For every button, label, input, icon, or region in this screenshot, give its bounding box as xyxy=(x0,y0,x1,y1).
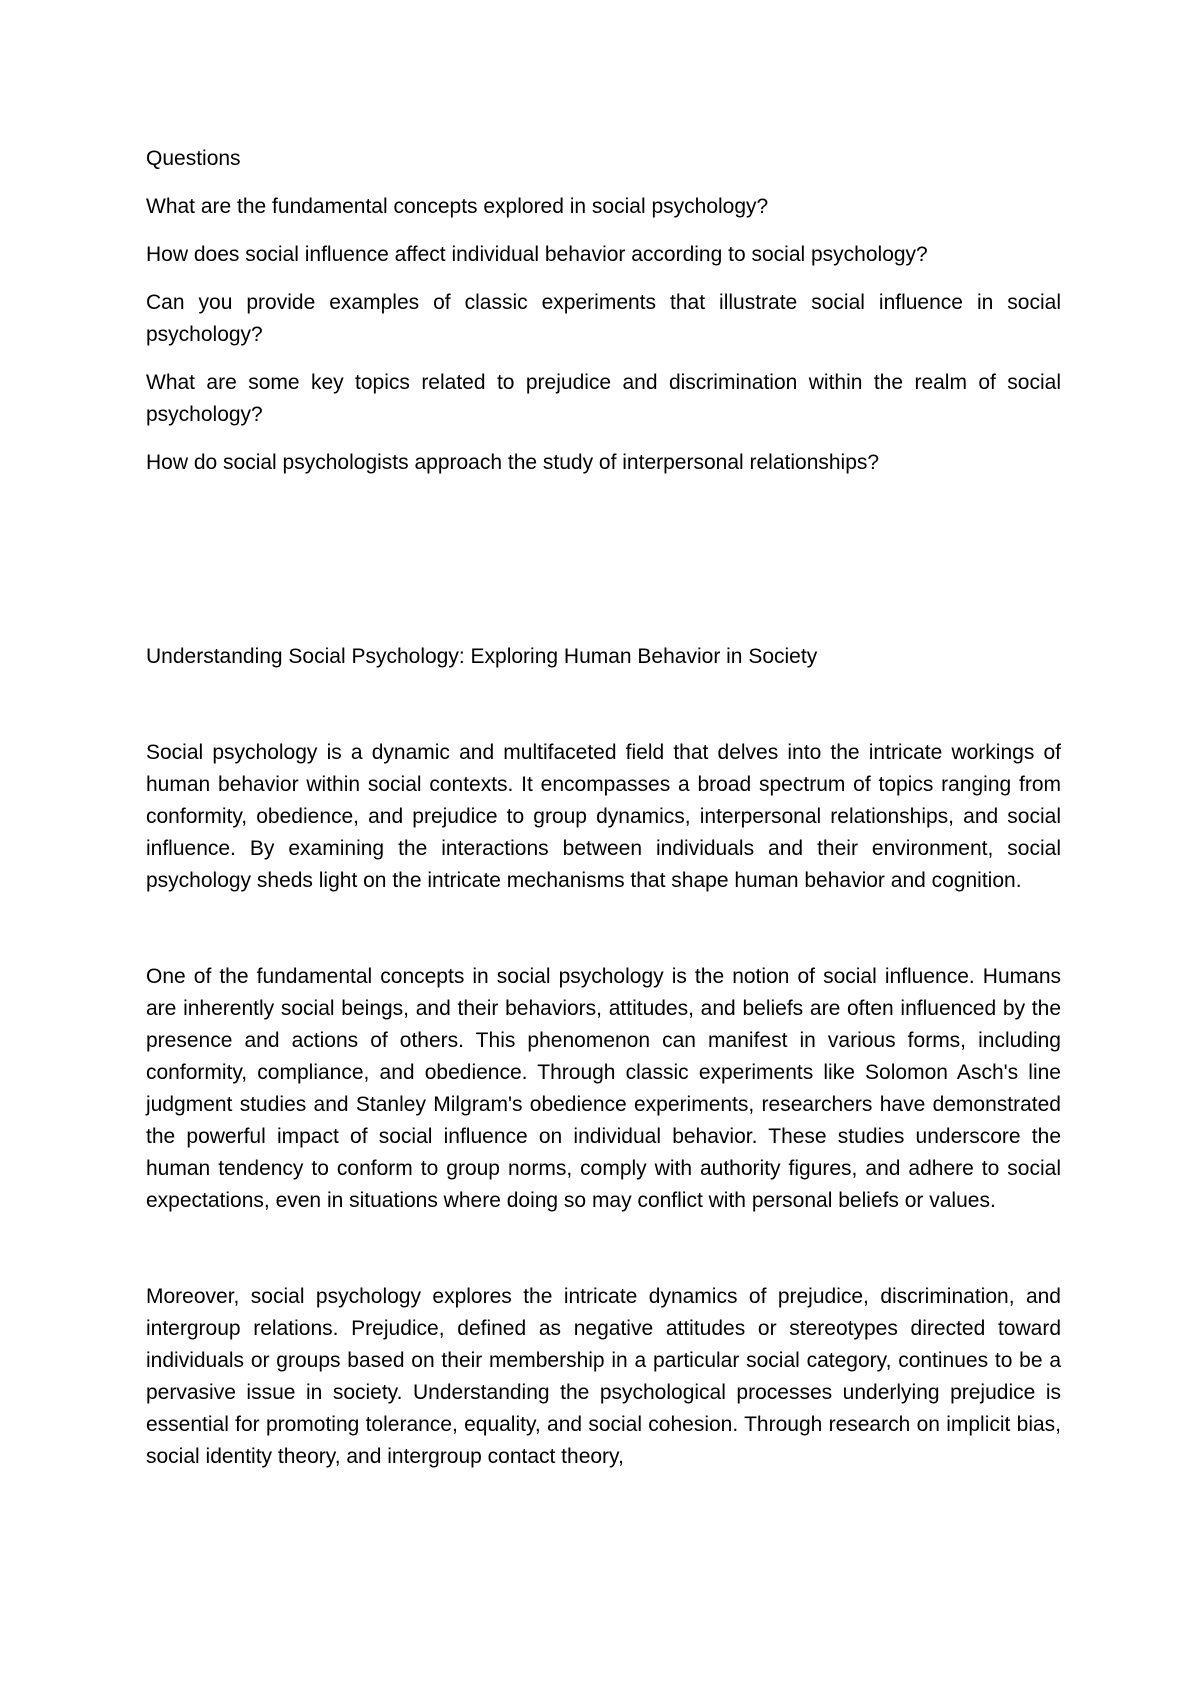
body-paragraph: One of the fundamental concepts in social psychology is the notion of social influence. Humans are inherently social beings, and their behaviors, attitudes, and beliefs are often influenced by the presence and actions of others. This phenomenon can manifest in various forms, including conformity, compliance, and obedience. Through classic experiments like Solomon Asch's line judgment studies and Stanley Milgram's obedience experiments, researchers have demonstrated the powerful impact of social influence on individual behavior. These studies underscore the human tendency to conform to group norms, comply with authority figures, and adhere to social expectations, even in situations where doing so may conflict with personal beliefs or values. xyxy=(146,965,1061,1212)
body-paragraph: Moreover, social psychology explores the intricate dynamics of prejudice, discrimination, and intergroup relations. Prejudice, defined as negative attitudes or stereotypes directed toward individuals or groups based on their membership in a particular social category, continues to be a pervasive issue in society. Understanding the psychological processes underlying prejudice is essential for promoting tolerance, equality, and social cohesion. Through research on implicit bias, social identity theory, and intergroup contact theory, xyxy=(146,1285,1061,1468)
body-paragraph: Social psychology is a dynamic and multifaceted field that delves into the intricate workings of human behavior within social contexts. It encompasses a broad spectrum of topics ranging from conformity, obedience, and prejudice to group dynamics, interpersonal relationships, and social influence. By examining the interactions between individuals and their environment, social psychology sheds light on the intricate mechanisms that shape human behavior and cognition. xyxy=(146,741,1061,892)
question-item: What are some key topics related to prejudice and discrimination within the realm of social psychology? xyxy=(146,371,1061,426)
questions-heading: Questions xyxy=(146,147,241,170)
document-title: Understanding Social Psychology: Exploring Human Behavior in Society xyxy=(146,645,818,668)
question-item: How do social psychologists approach the study of interpersonal relationships? xyxy=(146,451,880,474)
question-item: Can you provide examples of classic experiments that illustrate social influence in social psychology? xyxy=(146,291,1061,346)
document-body xyxy=(146,143,1061,1537)
section-gap xyxy=(146,495,1061,641)
question-item: How does social influence affect individual behavior according to social psychology? xyxy=(146,243,928,266)
question-item: What are the fundamental concepts explored in social psychology? xyxy=(146,195,769,218)
